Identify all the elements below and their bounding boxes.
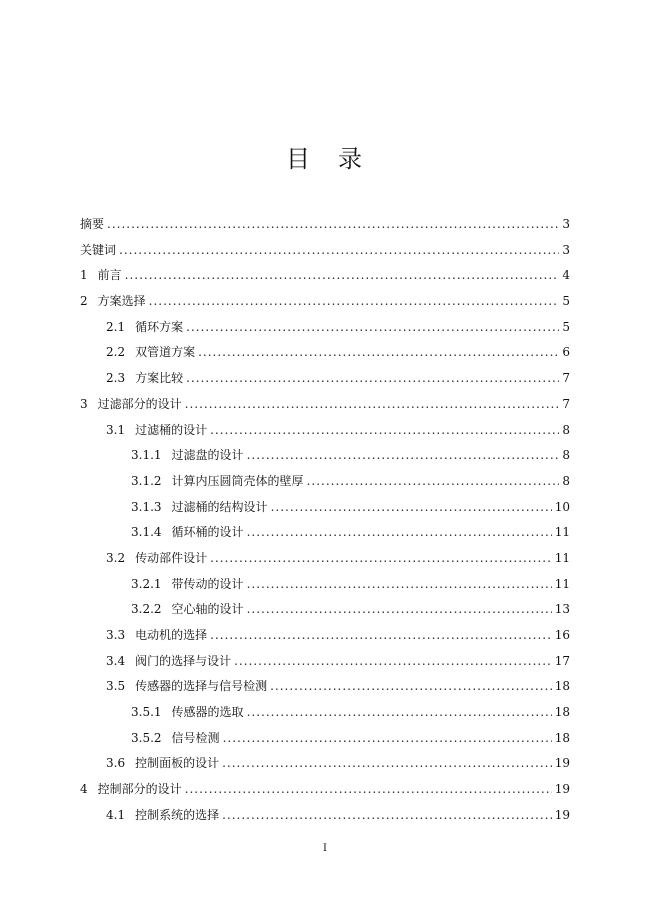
- toc-entry[interactable]: [80, 546, 570, 572]
- toc-leader-dots: [247, 700, 552, 726]
- toc-entry-number: 3.5: [106, 679, 126, 694]
- toc-entry-label: 过滤桶的结构设计: [171, 499, 268, 514]
- toc-entry-label: 过滤盘的设计: [171, 448, 244, 463]
- toc-leader-dots: [107, 212, 559, 238]
- toc-entry-page: 18: [554, 705, 570, 720]
- toc-entry-page: 5: [562, 319, 570, 334]
- toc-entry-number: 2.1: [106, 319, 126, 334]
- toc-entry-number: 3.1.4: [131, 525, 162, 540]
- toc-entry[interactable]: [80, 700, 570, 726]
- toc-entry-label: 电动机的选择: [135, 628, 208, 642]
- toc-entry-page: 18: [554, 679, 570, 694]
- toc-entry[interactable]: [80, 315, 570, 341]
- toc-entry-label: 控制面板的设计: [135, 756, 220, 771]
- toc-entry[interactable]: [80, 366, 570, 392]
- toc-entry-number: 3.1.3: [131, 499, 162, 514]
- toc-entry-label: 方案比较: [135, 371, 184, 386]
- toc-entry[interactable]: [80, 623, 570, 649]
- toc-entry-number: 1: [80, 268, 88, 283]
- toc-leader-dots: [198, 340, 559, 366]
- toc-leader-dots: [119, 238, 559, 264]
- toc-leader-dots: [210, 546, 552, 572]
- toc-entry-page: 4: [562, 268, 570, 283]
- toc-entry-number: 3.2.2: [131, 602, 162, 617]
- toc-entry[interactable]: [80, 572, 570, 598]
- toc-leader-dots: [125, 263, 560, 289]
- toc-entry-page: 6: [562, 345, 570, 360]
- page-number: I: [323, 843, 327, 854]
- toc-entry-number: 2.3: [106, 371, 126, 386]
- toc-entry-label: 过滤桶的设计: [135, 422, 208, 437]
- toc-entry[interactable]: [80, 212, 570, 238]
- toc-entry[interactable]: [80, 392, 570, 418]
- toc-entry-number: 3.1: [106, 422, 126, 437]
- toc-entry-page: 17: [554, 653, 570, 668]
- toc-entry-page: 11: [554, 525, 570, 540]
- toc-entry-label: 控制系统的选择: [135, 807, 220, 822]
- toc-entry-label: 过滤部分的设计: [97, 396, 182, 411]
- toc-entry-label: 控制部分的设计: [97, 782, 182, 797]
- toc-entry[interactable]: [80, 777, 570, 803]
- toc-entry-page: 8: [562, 473, 570, 488]
- page-title: [0, 139, 650, 174]
- toc-leader-dots: [247, 597, 552, 623]
- toc-entry[interactable]: [80, 289, 570, 315]
- toc-leader-dots: [149, 289, 560, 315]
- toc-leader-dots: [247, 443, 560, 469]
- toc-entry-number: 3.1.2: [131, 473, 162, 488]
- toc-leader-dots: [270, 674, 552, 700]
- toc-entry[interactable]: [80, 751, 570, 777]
- toc-leader-dots: [210, 418, 559, 444]
- toc-entry-label: 阀门的选择与设计: [135, 653, 232, 668]
- toc-leader-dots: [307, 469, 560, 495]
- toc-entry-page: 7: [562, 371, 570, 386]
- toc-entry-number: 3.3: [106, 628, 126, 642]
- toc-entry-label: 带传动的设计: [171, 576, 244, 591]
- toc-entry-number: 3.5.2: [131, 730, 162, 745]
- toc-entry-page: 10: [554, 499, 570, 514]
- toc-entry-page: 8: [562, 448, 570, 463]
- toc-leader-dots: [222, 803, 552, 829]
- toc-leader-dots: [185, 392, 560, 418]
- toc-entry[interactable]: [80, 726, 570, 752]
- toc-entry[interactable]: [80, 263, 570, 289]
- toc-entry[interactable]: [80, 495, 570, 521]
- toc-entry-number: 3: [80, 396, 88, 411]
- toc-entry[interactable]: [80, 443, 570, 469]
- toc-entry-page: 3: [562, 217, 570, 231]
- toc-entry-page: 13: [554, 602, 570, 617]
- toc-leader-dots: [247, 572, 552, 598]
- toc-entry-number: 3.1.1: [131, 448, 162, 463]
- toc-entry-number: 2.2: [106, 345, 126, 360]
- toc-entry-label: 前言: [97, 268, 122, 283]
- toc-entry-page: 19: [554, 782, 570, 797]
- toc-entry-number: 3.6: [106, 756, 126, 771]
- toc-entry-number: 2: [80, 294, 88, 309]
- toc-entry[interactable]: [80, 340, 570, 366]
- toc-entry-page: 18: [554, 730, 570, 745]
- toc-entry-label: 双管道方案: [135, 345, 196, 360]
- toc-entry-number: 3.2: [106, 550, 126, 565]
- toc-entry-label: 信号检测: [171, 730, 220, 745]
- toc-entry-label: 传动部件设计: [135, 550, 208, 565]
- table-of-contents: [80, 212, 570, 829]
- toc-entry[interactable]: [80, 418, 570, 444]
- toc-entry-label: 空心轴的设计: [171, 602, 244, 617]
- title-char-1: 目: [286, 145, 312, 173]
- toc-entry-page: 11: [554, 576, 570, 591]
- toc-entry-label: 传感器的选取: [171, 705, 244, 720]
- toc-leader-dots: [247, 520, 552, 546]
- toc-leader-dots: [271, 495, 552, 521]
- toc-leader-dots: [234, 649, 552, 675]
- toc-entry[interactable]: [80, 469, 570, 495]
- toc-entry[interactable]: [80, 597, 570, 623]
- toc-leader-dots: [186, 366, 559, 392]
- toc-entry[interactable]: [80, 520, 570, 546]
- title-char-2: 录: [338, 145, 364, 173]
- toc-leader-dots: [210, 623, 552, 649]
- toc-entry-label: 摘要: [80, 217, 105, 231]
- toc-entry-page: 3: [562, 242, 570, 257]
- toc-entry-number: 3.5.1: [131, 705, 162, 720]
- toc-entry-page: 8: [562, 422, 570, 437]
- toc-entry-page: 19: [554, 807, 570, 822]
- toc-entry-number: 4: [80, 782, 88, 797]
- toc-leader-dots: [223, 726, 552, 752]
- toc-entry-label: 循环方案: [135, 319, 184, 334]
- toc-entry-label: 计算内压圆筒壳体的壁厚: [171, 473, 304, 488]
- toc-entry-number: 3.4: [106, 653, 126, 668]
- toc-entry-label: 方案选择: [97, 294, 146, 309]
- toc-leader-dots: [222, 751, 552, 777]
- toc-entry-page: 5: [562, 294, 570, 309]
- toc-entry-label: 循环桶的设计: [171, 525, 244, 540]
- toc-leader-dots: [186, 315, 559, 341]
- toc-entry-number: 4.1: [106, 807, 126, 822]
- toc-entry[interactable]: [80, 674, 570, 700]
- toc-entry[interactable]: [80, 238, 570, 264]
- toc-leader-dots: [185, 777, 552, 803]
- toc-entry-page: 11: [554, 550, 570, 565]
- toc-entry-label: 传感器的选择与信号检测: [135, 679, 268, 694]
- toc-entry-page: 7: [562, 396, 570, 411]
- toc-entry-page: 16: [554, 628, 570, 642]
- toc-entry[interactable]: [80, 649, 570, 675]
- toc-entry[interactable]: [80, 803, 570, 829]
- toc-entry-number: 3.2.1: [131, 576, 162, 591]
- toc-entry-label: 关键词: [80, 242, 117, 257]
- toc-entry-page: 19: [554, 756, 570, 771]
